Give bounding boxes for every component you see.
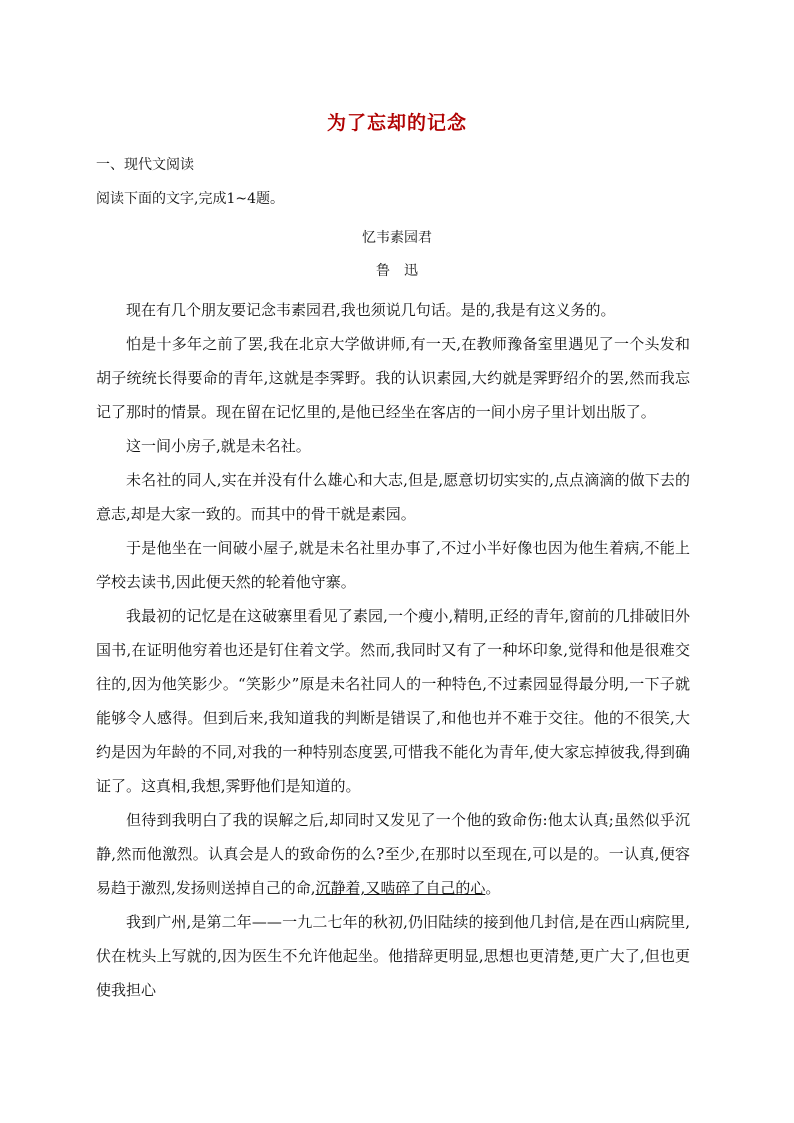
paragraph: 未名社的同人,实在并没有什么雄心和大志,但是,愿意切切实实的,点点滴滴的做下去的意志,却是大家一致的。而其中的骨干就是素园。 xyxy=(96,471,690,523)
article-title: 忆韦素园君 xyxy=(362,230,432,246)
paragraph: 怕是十多年之前了罢,我在北京大学做讲师,有一天,在教师豫备室里遇见了一个头发和胡子统统长得要命的青年,这就是李霁野。我的认识素园,大约就是霁野绍介的罢,然而我忘记了那时的情景。现在留在记忆里的,是他已经坐在客店的一间小房子里计划出版了。 xyxy=(96,335,690,421)
paragraph-ending: 。 xyxy=(485,879,501,897)
paragraph: 我最初的记忆是在这破寨里看见了素园,一个瘦小,精明,正经的青年,窗前的几排破旧外国书,在证明他穷着也还是钉住着文学。然而,我同时又有了一种坏印象,觉得和他是很难交往的,因为他笑影少。“笑影少”原是未名社同人的一种特色,不过素园显得最分明,一下子就能够令人感得。但到后来,我知道我的判断是错误了,和他也并不难于交往。他的不很笑,大约是因为年龄的不同,对我的一种特别态度罢,可惜我不能化为青年,使大家忘掉彼我,得到确证了。这真相,我想,霁野他们是知道的。 xyxy=(96,607,690,795)
paragraph-text: 但待到我明白了我的误解之后,却同时又发见了一个他的致命伤:他太认真;虽然似乎沉静,然而他激烈。认真会是人的致命伤的么?至少,在那时以至现在,可以是的。一认真,便容易趋于激烈,发扬则送掉自己的命, xyxy=(96,811,690,897)
paragraph: 这一间小房子,就是未名社。 xyxy=(126,437,311,455)
article-author: 鲁迅 xyxy=(376,263,432,279)
paragraph: 于是他坐在一间破小屋子,就是未名社里办事了,不过小半好像也因为他生着病,不能上学校去读书,因此便天然的轮着他守寨。 xyxy=(96,539,690,591)
reading-instruction: 阅读下面的文字,完成1~4题。 xyxy=(96,191,284,207)
paragraph: 现在有几个朋友要记念韦素园君,我也须说几句话。是的,我是有这义务的。 xyxy=(126,301,616,319)
article-body xyxy=(96,293,690,1007)
paragraph-with-underline xyxy=(96,803,690,905)
paragraph: 我到广州,是第二年——一九二七年的秋初,仍旧陆续的接到他几封信,是在西山病院里,伏在枕头上写就的,因为医生不允许他起坐。他措辞更明显,思想也更清楚,更广大了,但也更使我担心 xyxy=(96,913,690,999)
section-heading: 一、现代文阅读 xyxy=(96,157,194,173)
underlined-phrase: 沉静着,又啮碎了自己的心 xyxy=(315,879,486,897)
document-title: 为了忘却的记念 xyxy=(326,112,467,134)
